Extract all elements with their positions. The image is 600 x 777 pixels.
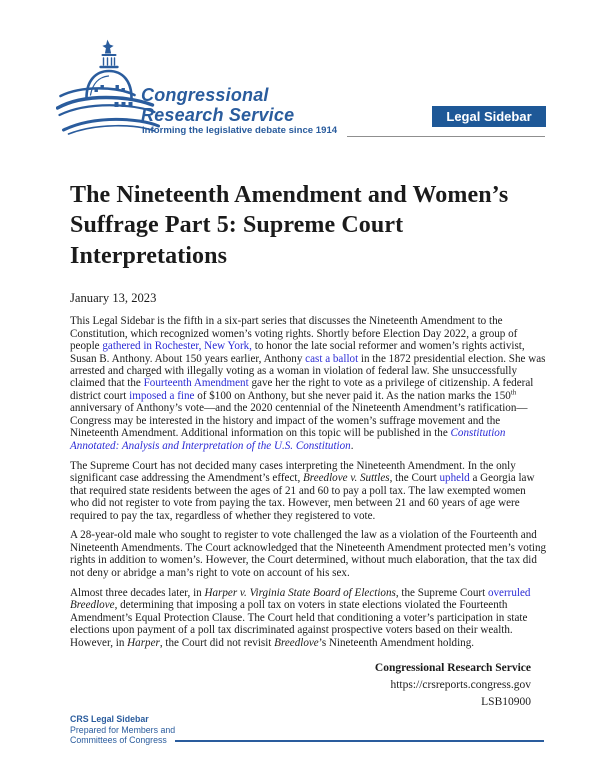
- text-segment: Almost three decades later, in: [70, 586, 205, 599]
- org-name-line1: Congressional: [141, 85, 269, 105]
- inline-link[interactable]: imposed a fine: [129, 389, 195, 402]
- org-name: [141, 86, 294, 125]
- org-name-line2: Research Service: [141, 104, 295, 125]
- paragraph-1: [70, 315, 547, 452]
- paragraph-4: [70, 587, 547, 649]
- inline-link[interactable]: Constitution Annotated: Analysis and Interpretation of the U.S. Constitution: [70, 427, 506, 452]
- legal-sidebar-badge: Legal Sidebar: [432, 106, 546, 127]
- inline-link[interactable]: gathered in Rochester, New York,: [102, 340, 252, 353]
- text-segment: , the Supreme Court: [395, 586, 488, 599]
- footer-prepared-line1: Prepared for Members and: [70, 724, 176, 735]
- text-segment: Harper v. Virginia State Board of Elections: [204, 586, 396, 599]
- signature-url: https://crsreports.congress.gov: [390, 679, 531, 692]
- text-segment: This Legal Sidebar is the fifth in a six-part series that discusses the Nineteenth Amendment to the Constitution, which recognized women’s voting rights. Shortly before Election Day 2022, a group of people: [70, 315, 518, 353]
- text-segment: gave her the right to vote as a privilege of citizenship. A federal district court: [70, 377, 534, 402]
- title-line-1: The Nineteenth Amendment and Women’s: [70, 182, 509, 208]
- text-segment: The Supreme Court has not decided many cases interpreting the Nineteenth Amendment. In the only significant case addressing the Amendment’s effect,: [70, 459, 516, 485]
- text-segment: , the Court did not revisit: [159, 636, 275, 649]
- text-segment: of $100 on Anthony, but she never paid it. As the nation marks the 150: [194, 389, 511, 402]
- paragraph-3: [70, 529, 547, 579]
- inline-link[interactable]: overruled: [487, 586, 531, 599]
- inline-link[interactable]: cast a ballot: [305, 352, 359, 365]
- text-segment: ’s Nineteenth Amendment holding.: [318, 636, 475, 649]
- text-segment: Breedlove: [274, 636, 319, 649]
- text-segment: , the Court: [389, 472, 440, 485]
- text-segment: A 28-year-old male who sought to register to vote challenged the law as a violation of the Fourteenth and Nineteenth Amendments. The Court acknowledged that the Nineteenth Amendment protected men’s voting rights in addition to women’s. However, the Court determined, without much elaboration, that the tax did not deny or abridge a man’s right to vote on account of his sex.: [70, 529, 547, 579]
- text-segment: Breedlove: [70, 599, 115, 612]
- text-segment: in the 1872 presidential election. She was arrested and charged with illegally voting as a woman in violation of federal law. She unsuccessfully claimed that the: [70, 352, 546, 390]
- inline-link[interactable]: upheld: [439, 472, 470, 485]
- text-segment: to honor the late social reformer and women’s rights activist, Susan B. Anthony. About 150 years earlier, Anthony: [70, 340, 525, 365]
- page-title: [70, 180, 547, 271]
- footer-prepared-line2: Committees of Congress: [70, 735, 167, 745]
- footer-series-label: CRS Legal Sidebar: [70, 714, 149, 724]
- document-id: LSB10900: [481, 696, 531, 709]
- document-body: [70, 180, 547, 711]
- footer-rule: [175, 740, 544, 742]
- publication-date: January 13, 2023: [70, 291, 157, 306]
- text-segment: .: [350, 439, 354, 452]
- text-segment: Breedlove v. Suttles: [303, 472, 390, 485]
- signature-org: Congressional Research Service: [374, 662, 531, 675]
- text-segment: Harper: [127, 636, 160, 649]
- document-signature: [70, 660, 547, 711]
- text-segment: , determining that imposing a poll tax on voters in state elections violated the Fourteenth Amendment’s Equal Protection Clause. The Court held that conditioning a voter’s participation in state elections upon payment of a poll tax discriminated against prospective voters based on their wealth. However, in: [70, 599, 528, 649]
- title-line-2: Suffrage Part 5: Supreme Court: [70, 212, 404, 239]
- text-segment: anniversary of Anthony’s vote—and the 2020 centennial of the Nineteenth Amendment’s ratification—Congress may be interested in the history and impact of the women’s suffrage movement and the Nineteenth Amendment. Additional information on this topic will be published in the: [70, 402, 528, 440]
- text-segment: a Georgia law that required state residents between the ages of 21 and 60 to pay a poll tax. The law exempted women who did not register to vote from paying the tax. However, men between 21 and 60 years of age were required to pay the tax, regardless of whether they registered to vote.: [70, 472, 535, 522]
- inline-link[interactable]: Fourteenth Amendment: [143, 377, 249, 390]
- text-segment: th: [510, 388, 517, 397]
- title-line-3: Interpretations: [70, 242, 228, 269]
- header-rule: [347, 136, 545, 137]
- bottom-footer: [70, 714, 544, 746]
- logo-tagline: Informing the legislative debate since 1914: [142, 125, 338, 136]
- paragraph-2: [70, 460, 547, 522]
